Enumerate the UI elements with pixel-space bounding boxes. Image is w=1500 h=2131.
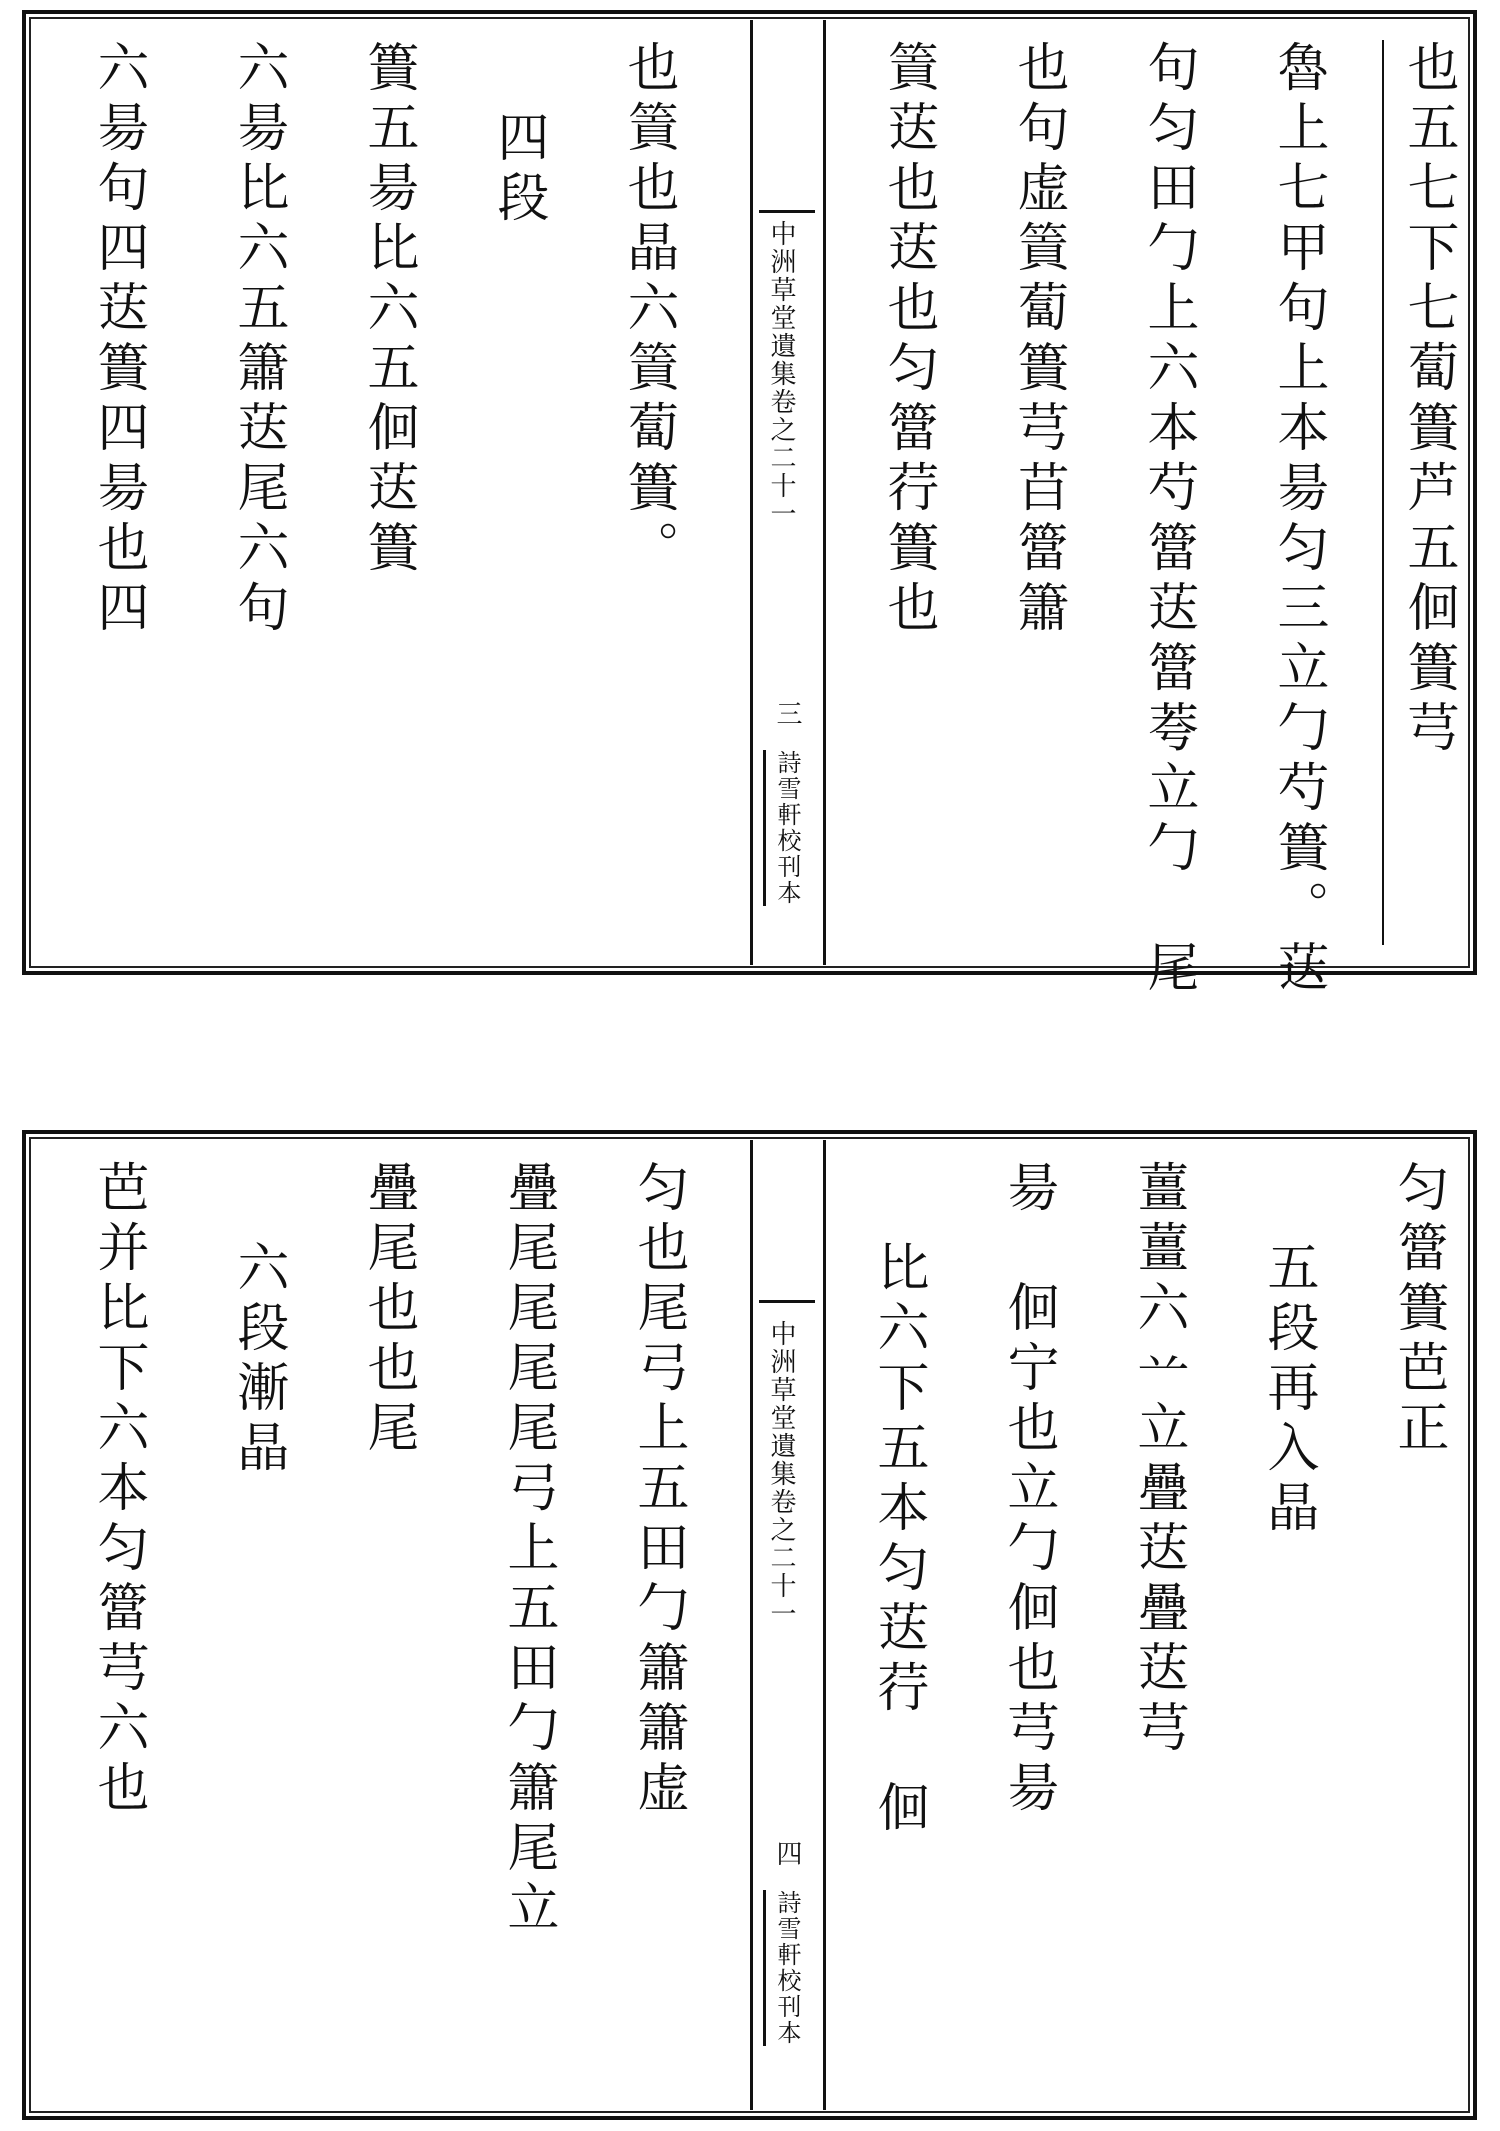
top-center-page-number: 三 xyxy=(772,700,802,726)
top-column-5: 篢荙也荙也匀簹荇簣也 xyxy=(878,40,938,640)
top-column-1: 也五七下七蔔簣芦五佪簣芎 xyxy=(1398,40,1458,760)
bottom-column-3: 薑薑六䒑立疊荙疊荙芎 xyxy=(1128,1160,1188,1760)
top-column-6: 也篢也晶六篢蔔簣。 xyxy=(618,40,678,580)
bottom-center-page-number: 四 xyxy=(772,1840,802,1866)
bottom-column-2: 五段再入晶 xyxy=(1258,1240,1318,1540)
top-column-7: 四段 xyxy=(488,110,548,230)
bottom-column-9: 六段漸晶 xyxy=(228,1240,288,1480)
bottom-center-title: 中洲草堂遺集卷之二十一 xyxy=(766,1320,796,1628)
fishtail-mark xyxy=(759,1300,815,1313)
top-center-title: 中洲草堂遺集卷之二十一 xyxy=(766,220,796,528)
top-column-8: 簣五昜比六五佪荙簣 xyxy=(358,40,418,580)
top-center-publisher: 詩雪軒校刊本 xyxy=(763,750,805,906)
bottom-column-1: 匀簹簣芭正 xyxy=(1388,1160,1448,1460)
bottom-center-band xyxy=(750,1140,826,2110)
bottom-page xyxy=(22,1130,1477,2120)
bottom-column-6: 匀也尾弓上五田勹簫簫虚 xyxy=(628,1160,688,1820)
bottom-column-7: 疊尾尾尾尾弓上五田勹簫尾立 xyxy=(498,1160,558,1940)
top-column-9: 六昜比六五簫荙尾六句 xyxy=(228,40,288,640)
bottom-column-8: 疊尾也也尾 xyxy=(358,1160,418,1460)
top-page xyxy=(22,10,1477,1000)
bottom-column-4: 昜 佪宁也立勹佪也芎昜 xyxy=(998,1160,1058,1820)
top-center-band xyxy=(750,20,826,965)
bottom-column-5: 比六下五本匀荙荇 佪 xyxy=(868,1240,928,1840)
top-column-10: 六昜句四荙簣四昜也四 xyxy=(88,40,148,640)
top-column-3: 句匀田勹上六本芍簹荙簹荂立勹 尾 xyxy=(1138,40,1198,1000)
top-column-4: 也句虚篢蔔簣芎䒤簹簫 xyxy=(1008,40,1068,640)
bottom-column-10: 芭并比下六本匀簹芎六也 xyxy=(88,1160,148,1820)
top-column-2: 魯上七甲句上本昜匀三立勹芍簣。荙 xyxy=(1268,40,1328,1000)
column-rule xyxy=(1382,40,1384,945)
bottom-center-publisher: 詩雪軒校刊本 xyxy=(763,1890,805,2046)
